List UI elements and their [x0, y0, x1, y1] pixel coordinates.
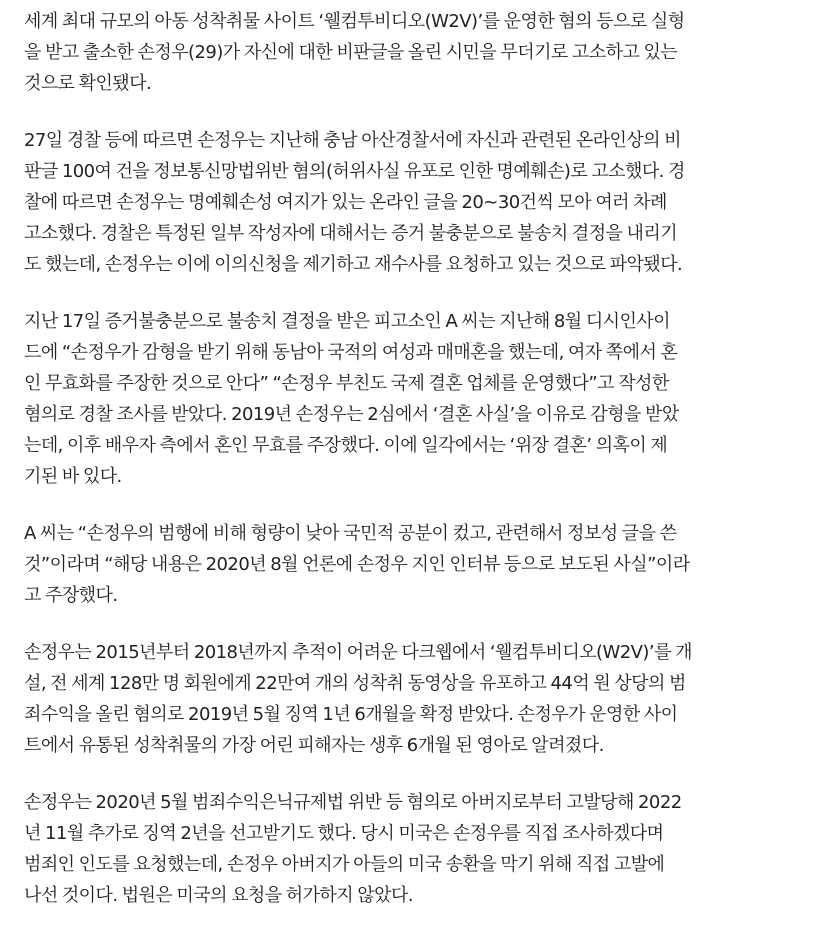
text-line: 찰에 따르면 손정우는 명예훼손성 여지가 있는 온라인 글을 20~30건씩 모아 여러 차례: [24, 192, 667, 213]
text-line: 기된 바 있다.: [24, 466, 122, 487]
text-line: 설, 전 세계 128만 명 회원에게 22만여 개의 성착취 동영상을 유포하고 44억 원 상당의 범: [24, 673, 686, 694]
text-line: 손정우는 2020년 5월 범죄수익은닉규제법 위반 등 혐의로 아버지로부터 고발당해 2022: [24, 792, 682, 813]
text-line: 혐의로 경찰 조사를 받았다. 2019년 손정우는 2심에서 ‘결혼 사실’을 이유로 감형을 받았: [24, 404, 679, 425]
text-line: 나선 것이다. 법원은 미국의 요청을 허가하지 않았다.: [24, 885, 413, 906]
text-line: 는데, 이후 배우자 측에서 혼인 무효를 주장했다. 이에 일각에서는 ‘위장 결혼’ 의혹이 제: [24, 435, 668, 456]
article-paragraph-4: [24, 518, 814, 611]
text-line: 세계 최대 규모의 아동 성착취물 사이트 ‘웰컴투비디오(W2V)’를 운영한 혐의 등으로 실형: [24, 11, 685, 32]
article-paragraph-1: [24, 6, 814, 99]
text-line: 것으로 확인됐다.: [24, 73, 152, 94]
text-line: 인 무효화를 주장한 것으로 안다” “손정우 부친도 국제 결혼 업체를 운영했다”고 작성한: [24, 373, 669, 394]
article-paragraph-5: [24, 637, 814, 761]
text-line: 도 했는데, 손정우는 이에 이의신청을 제기하고 재수사를 요청하고 있는 것으로 파악됐다.: [24, 254, 683, 275]
text-line: 드에 “손정우가 감형을 받기 위해 동남아 국적의 여성과 매매혼을 했는데, 여자 쪽에서 혼: [24, 342, 678, 363]
article-paragraph-6: [24, 787, 814, 911]
text-line: 27일 경찰 등에 따르면 손정우는 지난해 충남 아산경찰서에 자신과 관련된 온라인상의 비: [24, 130, 682, 151]
text-line: 것”이라며 “해당 내용은 2020년 8월 언론에 손정우 지인 인터뷰 등으로 보도된 사실”이라: [24, 554, 690, 575]
text-line: 손정우는 2015년부터 2018년까지 추적이 어려운 다크웹에서 ‘웰컴투비디오(W2V)’를 개: [24, 642, 692, 663]
text-line: 판글 100여 건을 정보통신망법위반 혐의(허위사실 유포로 인한 명예훼손)로 고소했다. 경: [24, 161, 685, 182]
article-paragraph-2: [24, 125, 814, 280]
article-paragraph-3: [24, 306, 814, 492]
text-line: 트에서 유통된 성착취물의 가장 어린 피해자는 생후 6개월 된 영아로 알려졌다.: [24, 735, 604, 756]
text-line: A 씨는 “손정우의 범행에 비해 형량이 낮아 국민적 공분이 컸고, 관련해서 정보성 글을 쓴: [24, 523, 677, 544]
news-article-body: [24, 6, 814, 937]
text-line: 지난 17일 증거불충분으로 불송치 결정을 받은 피고소인 A 씨는 지난해 8월 디시인사이: [24, 311, 671, 332]
text-line: 죄수익을 올린 혐의로 2019년 5월 징역 1년 6개월을 확정 받았다. 손정우가 운영한 사이: [24, 704, 678, 725]
text-line: 범죄인 인도를 요청했는데, 손정우 아버지가 아들의 미국 송환을 막기 위해 직접 고발에: [24, 854, 665, 875]
text-line: 년 11월 추가로 징역 2년을 선고받기도 했다. 당시 미국은 손정우를 직접 조사하겠다며: [24, 823, 664, 844]
text-line: 을 받고 출소한 손정우(29)가 자신에 대한 비판글을 올린 시민을 무더기로 고소하고 있는: [24, 42, 678, 63]
text-line: 고소했다. 경찰은 특정된 일부 작성자에 대해서는 증거 불충분으로 불송치 결정을 내리기: [24, 223, 678, 244]
text-line: 고 주장했다.: [24, 585, 118, 606]
